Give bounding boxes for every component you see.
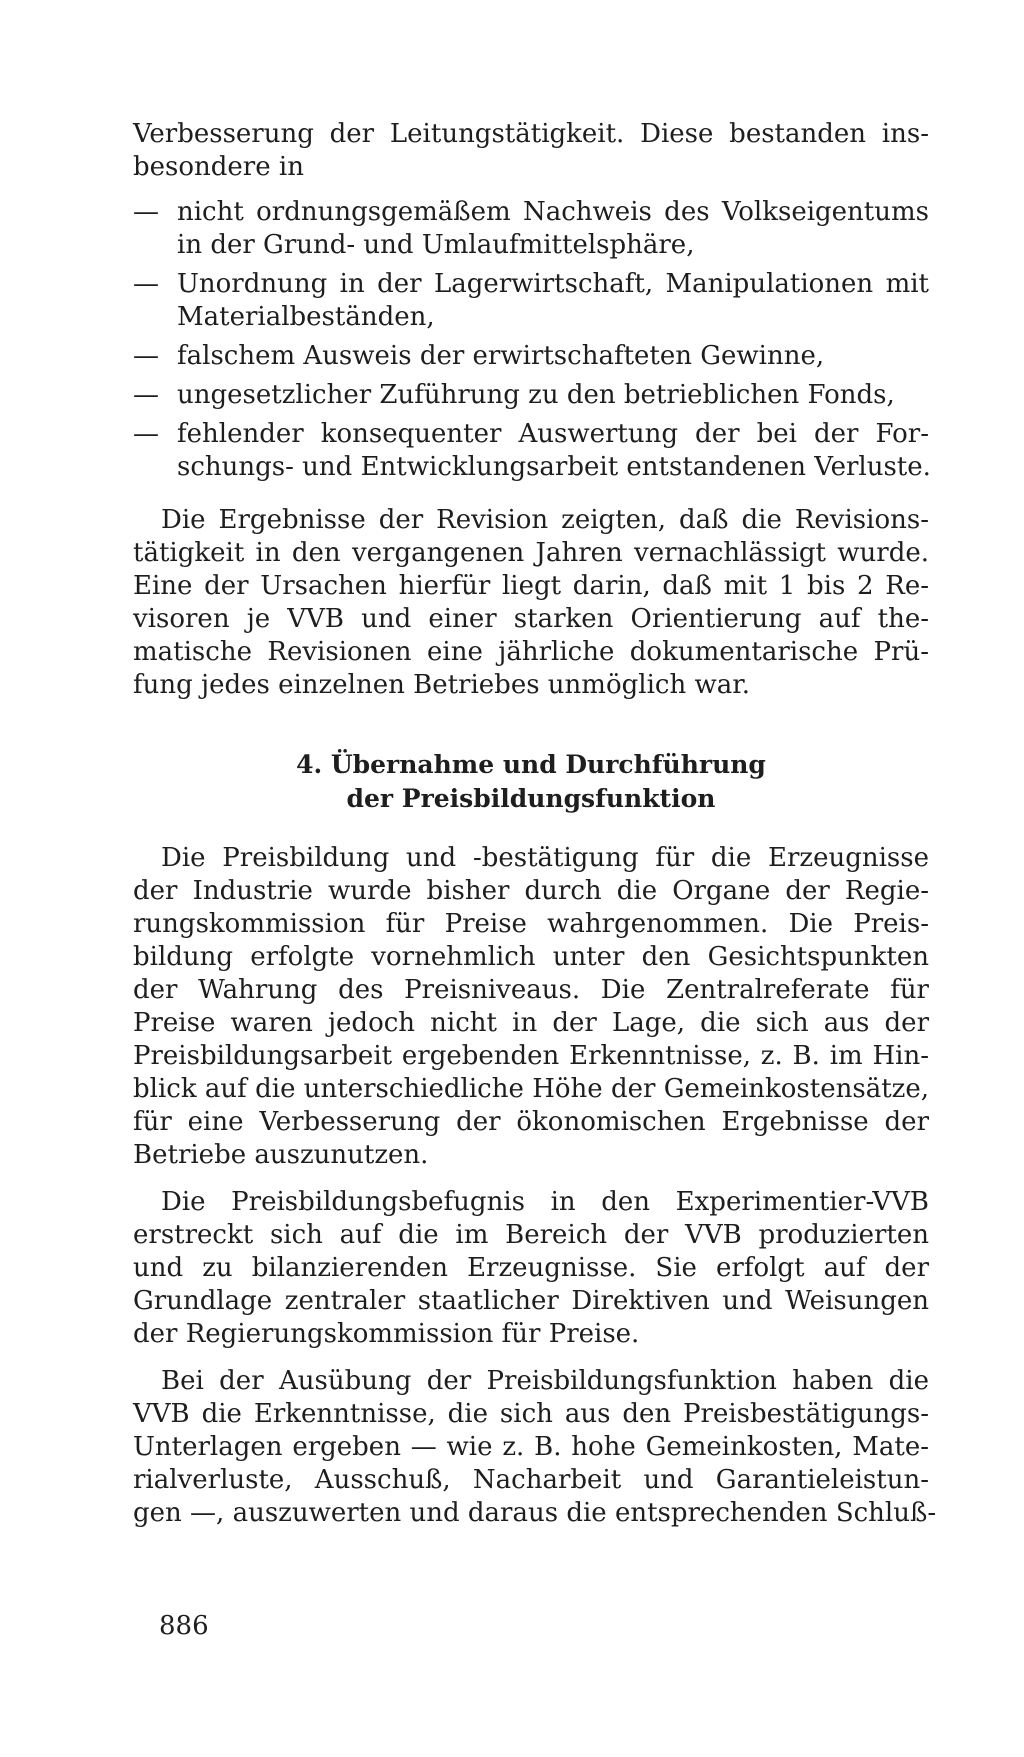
text-line: und zu bilanzierenden Erzeugnisse. Sie erfolgt auf der — [133, 1253, 929, 1283]
dash-marker: — — [133, 341, 159, 371]
text-line: Verbesserung der Leitungstätigkeit. Diese bestanden ins- — [133, 119, 929, 149]
deficiency-list — [133, 196, 929, 484]
text-line: schungs- und Entwicklungsarbeit entstandenen Verluste. — [177, 452, 931, 482]
text-line: der Wahrung des Preisniveaus. Die Zentralreferate für — [133, 975, 929, 1005]
list-item — [133, 379, 929, 412]
heading-line-2: der Preisbildungsfunktion — [346, 784, 716, 813]
text-line: Die Ergebnisse der Revision zeigten, daß die Revisions- — [161, 505, 929, 535]
page-number: 886 — [159, 1611, 209, 1641]
text-line: erstreckt sich auf die im Bereich der VVB produzierten — [133, 1220, 929, 1250]
befugnis-paragraph — [133, 1186, 929, 1351]
text-line: fehlender konsequenter Auswertung der bei der For- — [177, 419, 929, 449]
text-line: der Regierungskommission für Preise. — [133, 1319, 640, 1349]
text-line: gen —, auszuwerten und daraus die entsprechenden Schluß- — [133, 1498, 937, 1528]
text-line: rialverluste, Ausschuß, Nacharbeit und Garantieleistun- — [133, 1465, 929, 1495]
list-item — [133, 418, 929, 484]
text-line: der Industrie wurde bisher durch die Organe der Regie- — [133, 876, 929, 906]
text-line: Die Preisbildungsbefugnis in den Experimentier-VVB — [161, 1187, 929, 1217]
text-line: Betriebe auszunutzen. — [133, 1140, 429, 1170]
text-line: ungesetzlicher Zuführung zu den betrieblichen Fonds, — [177, 380, 895, 410]
heading-line-1: 4. Übernahme und Durchführung — [296, 750, 766, 779]
preisbildung-paragraph — [133, 842, 929, 1172]
list-item — [133, 196, 929, 262]
revision-paragraph — [133, 504, 929, 702]
text-line: Preisbildungsarbeit ergebenden Erkenntnisse, z. B. im Hin- — [133, 1041, 929, 1071]
list-item — [133, 340, 929, 373]
text-line: VVB die Erkenntnisse, die sich aus den Preisbestätigungs- — [133, 1399, 929, 1429]
text-line: Unordnung in der Lagerwirtschaft, Manipulationen mit — [177, 269, 929, 299]
text-line: Unterlagen ergeben — wie z. B. hohe Gemeinkosten, Mate- — [133, 1432, 929, 1462]
text-line: fung jedes einzelnen Betriebes unmöglich war. — [133, 670, 751, 700]
dash-marker: — — [133, 269, 159, 299]
intro-paragraph — [133, 118, 929, 184]
text-line: rungskommission für Preise wahrgenommen. Die Preis- — [133, 909, 929, 939]
text-line: Materialbeständen, — [177, 302, 435, 332]
text-line: Bei der Ausübung der Preisbildungsfunktion haben die — [161, 1366, 929, 1396]
ausuebung-paragraph — [133, 1365, 937, 1530]
text-line: Eine der Ursachen hierfür liegt darin, daß mit 1 bis 2 Re- — [133, 571, 929, 601]
text-line: Die Preisbildung und -bestätigung für die Erzeugnisse — [161, 843, 929, 873]
text-line: tätigkeit in den vergangenen Jahren vernachlässigt wurde. — [133, 538, 929, 568]
text-line: bildung erfolgte vornehmlich unter den Gesichtspunkten — [133, 942, 929, 972]
section-heading — [133, 748, 929, 816]
text-line: Preise waren jedoch nicht in der Lage, die sich aus der — [133, 1008, 929, 1038]
text-line: falschem Ausweis der erwirtschafteten Gewinne, — [177, 341, 825, 371]
page-body — [133, 118, 937, 1530]
dash-marker: — — [133, 197, 159, 227]
text-line: Grundlage zentraler staatlicher Direktiven und Weisungen — [133, 1286, 929, 1316]
text-line: matische Revisionen eine jährliche dokumentarische Prü- — [133, 637, 929, 667]
text-line: nicht ordnungsgemäßem Nachweis des Volkseigentums — [177, 197, 929, 227]
list-item — [133, 268, 929, 334]
text-line: blick auf die unterschiedliche Höhe der Gemeinkostensätze, — [133, 1074, 929, 1104]
text-line: besondere in — [133, 152, 304, 182]
dash-marker: — — [133, 419, 159, 449]
text-line: für eine Verbesserung der ökonomischen Ergebnisse der — [133, 1107, 929, 1137]
text-line: in der Grund- und Umlaufmittelsphäre, — [177, 230, 695, 260]
dash-marker: — — [133, 380, 159, 410]
text-line: visoren je VVB und einer starken Orientierung auf the- — [133, 604, 929, 634]
